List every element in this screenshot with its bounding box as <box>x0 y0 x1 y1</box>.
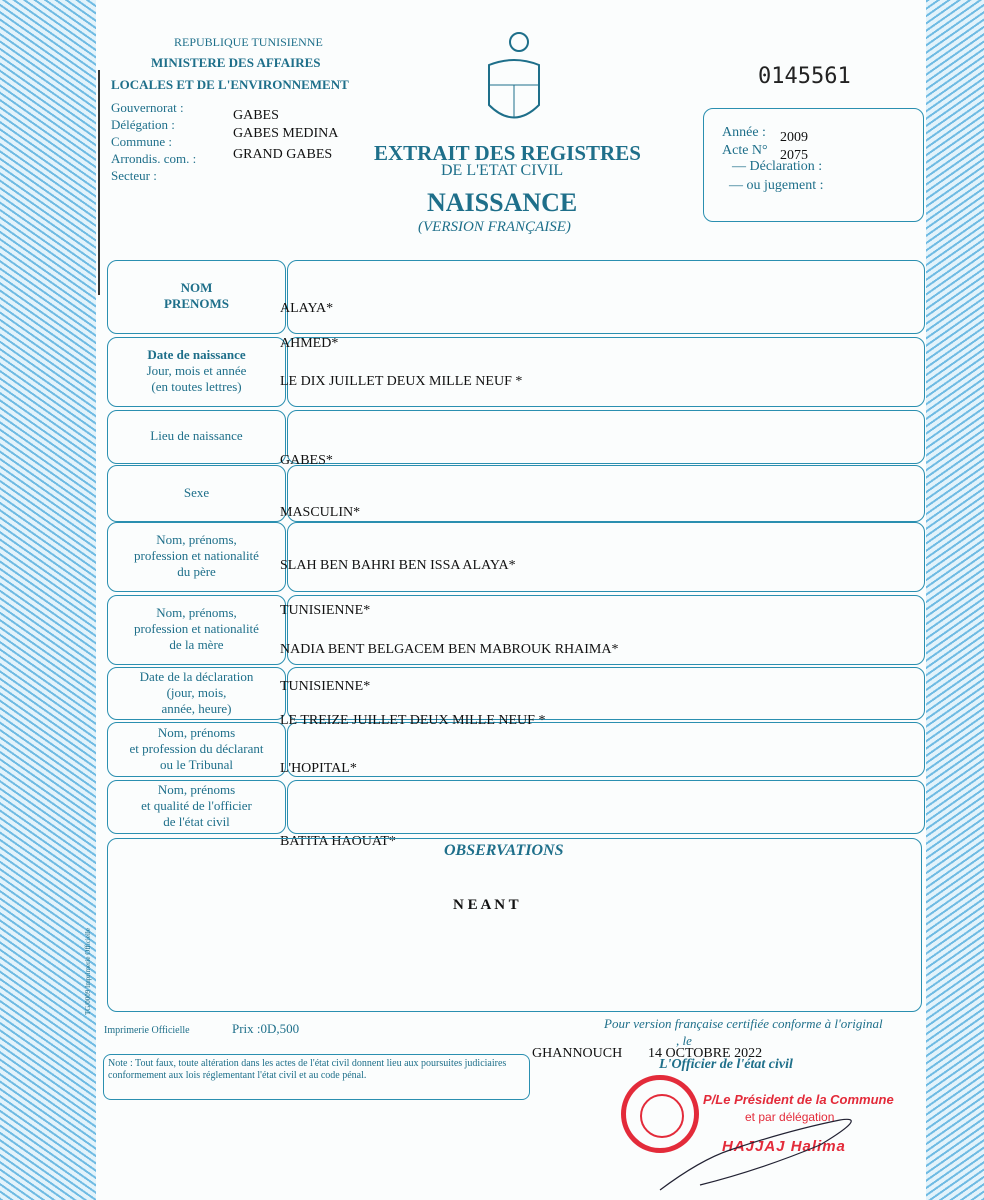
row-label-line: et qualité de l'officier <box>141 798 252 813</box>
value-delegation: GABES MEDINA <box>233 126 339 141</box>
row-label-line: PRENOMS <box>164 296 229 311</box>
admin-labels <box>111 99 196 184</box>
row-value-box <box>287 465 925 522</box>
signature <box>640 1090 880 1200</box>
stamp-name: HAJJAJ Halima <box>722 1138 846 1155</box>
row-label-line: Lieu de naissance <box>150 428 243 443</box>
row-label-line: (en toutes lettres) <box>151 379 242 394</box>
label-secteur: Secteur : <box>111 168 157 183</box>
left-border-pattern <box>0 0 96 1200</box>
field-value: LE TREIZE JUILLET DEUX MILLE NEUF * <box>280 713 546 728</box>
row-label <box>108 410 285 462</box>
date: 14 OCTOBRE 2022 <box>648 1046 763 1061</box>
annee-label: Année : <box>722 125 766 140</box>
row-label-line: Nom, prénoms <box>157 782 236 797</box>
label-commune: Commune : <box>111 134 173 149</box>
scan-line <box>98 70 100 295</box>
row-value-box <box>287 522 925 592</box>
row-value-box <box>287 780 925 834</box>
acte-label: Acte N° <box>722 143 768 158</box>
row-label-line: Sexe <box>183 484 210 500</box>
row-label <box>108 595 285 663</box>
row-value-box <box>287 722 925 777</box>
row-value-box <box>287 337 925 407</box>
title-main: NAISSANCE <box>427 188 578 217</box>
acte-value: 2075 <box>780 148 808 163</box>
row-label <box>108 337 285 405</box>
price: Prix :0D,500 <box>232 1021 300 1036</box>
row-label-line: de l'état civil <box>163 814 230 829</box>
field-value: TUNISIENNE* <box>280 603 371 618</box>
field-value: TUNISIENNE* <box>280 679 371 694</box>
annee-value: 2009 <box>780 130 808 145</box>
row-label-line: Nom, prénoms <box>157 724 236 740</box>
row-label <box>108 465 285 520</box>
ministry-line1: MINISTERE DES AFFAIRES <box>151 55 321 70</box>
side-print-code: TG/0009 Imprimerie Officielle <box>84 928 92 1015</box>
value-arrondis: GRAND GABES <box>233 147 333 162</box>
printer: Imprimerie Officielle <box>104 1025 190 1036</box>
field-value: ALAYA* <box>280 301 334 316</box>
row-label-line: NOM <box>180 280 213 295</box>
label-delegation: Délégation : <box>111 117 175 132</box>
certified-text: Pour version française certifiée conforme à l'original <box>604 1016 883 1031</box>
jugement-label: — ou jugement : <box>729 178 824 193</box>
row-label <box>108 260 285 332</box>
title-line1: EXTRAIT DES REGISTRES <box>374 141 641 165</box>
row-label-line: ou le Tribunal <box>160 756 233 772</box>
row-label-line: profession et nationalité <box>134 548 259 563</box>
right-border-pattern <box>926 0 984 1200</box>
label-gouvernorat: Gouvernorat : <box>111 100 184 115</box>
row-label-line: année, heure) <box>161 700 232 716</box>
place: GHANNOUCH <box>532 1046 623 1061</box>
row-label-line: Nom, prénoms, <box>156 605 237 620</box>
field-value: MASCULIN* <box>280 505 361 520</box>
row-label-line: et profession du déclarant <box>129 740 264 756</box>
row-label-line: Jour, mois et année <box>146 363 247 378</box>
field-value: GABES* <box>280 453 333 468</box>
field-value: BATITA HAOUAT* <box>280 834 396 849</box>
row-label-line: Date de la déclaration <box>139 668 254 684</box>
stamp-line2: et par délégation <box>745 1110 835 1124</box>
label-arrondis: Arrondis. com. : <box>111 151 197 166</box>
title-version: (VERSION FRANÇAISE) <box>418 219 571 235</box>
row-label <box>108 667 285 718</box>
row-label <box>108 780 285 832</box>
observations-value: N E A N T <box>453 897 519 913</box>
ministry-line2: LOCALES ET DE L'ENVIRONNEMENT <box>111 77 349 92</box>
value-gouvernorat: GABES <box>233 108 279 123</box>
row-value-box <box>287 260 925 334</box>
serial-number: 0145561 <box>758 64 851 89</box>
observations-label: OBSERVATIONS <box>444 842 564 859</box>
row-label-line: de la mère <box>169 637 224 652</box>
row-label-line: Date de naissance <box>147 347 246 362</box>
republic: REPUBLIQUE TUNISIENNE <box>174 35 323 49</box>
coat-of-arms-emblem <box>484 30 544 125</box>
field-value: NADIA BENT BELGACEM BEN MABROUK RHAIMA* <box>280 642 619 657</box>
officer-title: L'Officier de l'état civil <box>659 1057 793 1072</box>
observations-box <box>107 838 922 1012</box>
field-value: L'HOPITAL* <box>280 761 357 776</box>
row-label <box>108 522 285 590</box>
note-text: Note : Tout faux, toute altération dans les actes de l'état civil donnent lieu aux poursuites judiciaires conformement aux lois réglementant l'état civil et au code pénal. <box>108 1058 507 1081</box>
row-value-box <box>287 410 925 464</box>
row-label-line: Nom, prénoms, <box>156 532 237 547</box>
title-line2: DE L'ETAT CIVIL <box>441 162 564 179</box>
le-text: , le <box>676 1033 692 1048</box>
row-label <box>108 722 285 775</box>
declaration-label: — Déclaration : <box>732 159 823 174</box>
field-value: AHMED* <box>280 336 339 351</box>
row-label-line: profession et nationalité <box>134 621 259 636</box>
row-label-line: du père <box>177 564 216 579</box>
field-value: SLAH BEN BAHRI BEN ISSA ALAYA* <box>280 558 516 573</box>
field-value: LE DIX JUILLET DEUX MILLE NEUF * <box>280 374 523 389</box>
stamp-line1: P/Le Président de la Commune <box>703 1092 894 1107</box>
row-label-line: (jour, mois, <box>166 684 227 700</box>
